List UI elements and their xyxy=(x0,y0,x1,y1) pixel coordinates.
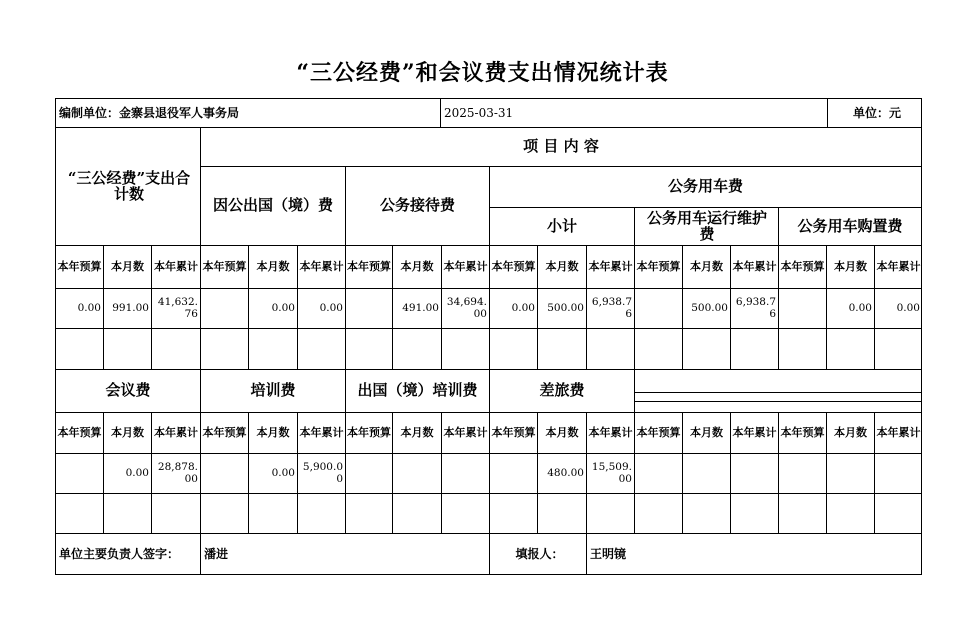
subheader-budget: 本年预算 xyxy=(780,260,825,274)
value-cell xyxy=(346,289,392,328)
value-cell: 991.00 xyxy=(112,301,149,314)
value-cell: 15,509.00 xyxy=(591,461,632,485)
filler-label: 填报人： xyxy=(515,546,564,561)
subheader-cumulative: 本年累计 xyxy=(876,260,921,274)
subheader-month: 本月数 xyxy=(111,426,144,440)
subheader-cumulative: 本年累计 xyxy=(732,426,777,440)
subheader-month: 本月数 xyxy=(545,260,579,274)
value-cell xyxy=(393,454,441,493)
subheader-cumulative: 本年累计 xyxy=(154,426,198,440)
header-vehicle: 公务用车费 xyxy=(667,177,743,196)
value-cell: 480.00 xyxy=(547,466,584,479)
subheader-budget: 本年预算 xyxy=(780,426,825,440)
header-subtotal: 小计 xyxy=(546,216,577,235)
value-cell xyxy=(635,289,682,328)
subheader-month: 本月数 xyxy=(690,260,723,274)
value-cell: 491.00 xyxy=(402,301,439,314)
header-meeting: 会议费 xyxy=(105,381,151,400)
currency-unit: 单位：元 xyxy=(852,105,901,120)
value-cell: 0.00 xyxy=(511,301,535,314)
value-cell: 0.00 xyxy=(271,301,295,314)
subheader-month: 本月数 xyxy=(256,260,290,274)
sign-label: 单位主要负责人签字： xyxy=(59,546,180,561)
subheader-cumulative: 本年累计 xyxy=(154,260,198,274)
value-cell: 0.00 xyxy=(848,301,872,314)
header-abroad-training: 出国（境）培训费 xyxy=(357,381,478,400)
subheader-cumulative: 本年累计 xyxy=(299,260,344,274)
header-travel: 差旅费 xyxy=(539,381,585,400)
subheader-month: 本月数 xyxy=(111,260,144,274)
value-cell: 0.00 xyxy=(896,301,920,314)
value-cell xyxy=(201,289,248,328)
sign-name: 潘进 xyxy=(204,546,229,561)
value-cell: 34,694.00 xyxy=(446,296,487,320)
subheader-budget: 本年预算 xyxy=(636,260,681,274)
subheader-cumulative: 本年累计 xyxy=(732,260,777,274)
subheader-cumulative: 本年累计 xyxy=(876,426,921,440)
subheader-month: 本月数 xyxy=(834,260,867,274)
header-vehicle-maint: 公务用车运行维护费 xyxy=(646,208,767,243)
subheader-cumulative: 本年累计 xyxy=(443,426,488,440)
subheader-budget: 本年预算 xyxy=(636,426,681,440)
value-cell: 28,878.00 xyxy=(157,461,198,485)
value-cell: 500.00 xyxy=(691,301,728,314)
value-cell xyxy=(779,289,826,328)
report-date: 2025-03-31 xyxy=(444,105,514,120)
value-cell: 500.00 xyxy=(547,301,584,314)
subheader-budget: 本年预算 xyxy=(202,260,247,274)
subheader-cumulative: 本年累计 xyxy=(588,260,633,274)
value-cell: 6,938.76 xyxy=(591,296,632,320)
subheader-budget: 本年预算 xyxy=(347,260,391,274)
value-cell: 0.00 xyxy=(271,466,295,479)
header-project: 项 目 内 容 xyxy=(523,137,599,156)
subheader-month: 本月数 xyxy=(834,426,867,440)
value-cell: 0.00 xyxy=(319,301,343,314)
header-vehicle-buy: 公务用车购置费 xyxy=(797,216,903,235)
value-cell xyxy=(201,454,248,493)
subheader-cumulative: 本年累计 xyxy=(443,260,488,274)
subheader-month: 本月数 xyxy=(690,426,723,440)
unit-label: 编制单位：金寨县退役军人事务局 xyxy=(59,105,240,120)
header-abroad: 因公出国（境）费 xyxy=(212,196,333,215)
filler-name: 王明镜 xyxy=(590,546,627,561)
value-cell xyxy=(490,454,537,493)
subheader-month: 本月数 xyxy=(400,426,434,440)
subheader-month: 本月数 xyxy=(545,426,579,440)
subheader-cumulative: 本年累计 xyxy=(299,426,344,440)
subheader-budget: 本年预算 xyxy=(57,426,102,440)
value-cell: 5,900.00 xyxy=(302,461,343,485)
subheader-budget: 本年预算 xyxy=(491,426,536,440)
subheader-cumulative: 本年累计 xyxy=(588,426,633,440)
value-cell xyxy=(346,454,392,493)
page-title: “三公经费”和会议费支出情况统计表 xyxy=(296,60,669,86)
value-cell: 0.00 xyxy=(125,466,149,479)
header-training: 培训费 xyxy=(250,381,296,400)
header-total: “三公经费”支出合计数 xyxy=(67,168,191,203)
header-reception: 公务接待费 xyxy=(379,196,455,215)
value-cell xyxy=(56,454,103,493)
subheader-budget: 本年预算 xyxy=(491,260,536,274)
value-cell: 6,938.76 xyxy=(735,296,776,320)
value-cell: 0.00 xyxy=(77,301,101,314)
value-cell: 41,632.76 xyxy=(157,296,198,320)
subheader-budget: 本年预算 xyxy=(347,426,391,440)
subheader-month: 本月数 xyxy=(400,260,434,274)
subheader-budget: 本年预算 xyxy=(202,426,247,440)
subheader-month: 本月数 xyxy=(256,426,290,440)
subheader-budget: 本年预算 xyxy=(57,260,102,274)
value-cell xyxy=(442,454,489,493)
